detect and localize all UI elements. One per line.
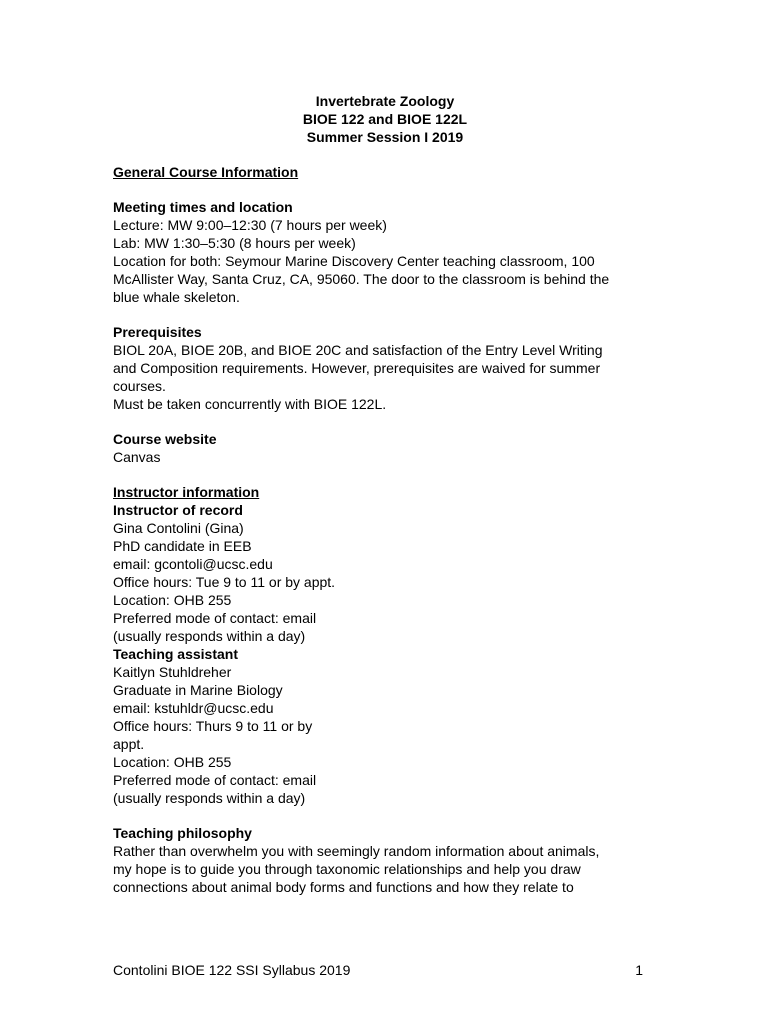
ta-email[interactable]: email: kstuhldr@ucsc.edu	[113, 700, 274, 716]
instructor-line: PhD candidate in EEB	[113, 538, 252, 554]
prereq-line: and Composition requirements. However, prerequisites are waived for summer	[113, 360, 601, 376]
general-info-heading: General Course Information	[113, 164, 299, 180]
meeting-heading: Meeting times and location	[113, 199, 293, 215]
page-number: 1	[635, 962, 643, 978]
meeting-line: Location for both: Seymour Marine Discovery Center teaching classroom, 100	[113, 253, 595, 269]
ta-line: (usually responds within a day)	[113, 790, 306, 806]
philosophy-line: connections about animal body forms and functions and how they relate to	[113, 879, 574, 895]
ta-line: appt.	[113, 736, 145, 752]
footer-text: Contolini BIOE 122 SSI Syllabus 2019	[113, 962, 351, 978]
ta-line: Graduate in Marine Biology	[113, 682, 283, 698]
title-line-3: Summer Session I 2019	[306, 129, 464, 145]
instructor-line: Gina Contolini (Gina)	[113, 520, 244, 536]
course-website-heading: Course website	[113, 431, 217, 447]
meeting-line: Lecture: MW 9:00–12:30 (7 hours per week)	[113, 217, 387, 233]
instructor-line: (usually responds within a day)	[113, 628, 306, 644]
title-line-2: BIOE 122 and BIOE 122L	[302, 111, 468, 127]
instructor-email[interactable]: email: gcontoli@ucsc.edu	[113, 556, 273, 572]
syllabus-page	[113, 92, 673, 896]
instructor-line: Office hours: Tue 9 to 11 or by appt.	[113, 574, 336, 590]
ta-line: Office hours: Thurs 9 to 11 or by	[113, 718, 313, 734]
meeting-line: Lab: MW 1:30–5:30 (8 hours per week)	[113, 235, 356, 251]
ta-line: Location: OHB 255	[113, 754, 232, 770]
title-line-1: Invertebrate Zoology	[315, 93, 455, 109]
teaching-philosophy-heading: Teaching philosophy	[113, 825, 252, 841]
instructor-line: Location: OHB 255	[113, 592, 232, 608]
instructor-of-record-heading: Instructor of record	[113, 502, 243, 518]
philosophy-line: Rather than overwhelm you with seemingly random information about animals,	[113, 843, 600, 859]
meeting-line: blue whale skeleton.	[113, 289, 240, 305]
instructor-info-heading: Instructor information	[113, 484, 260, 500]
ta-line: Preferred mode of contact: email	[113, 772, 317, 788]
instructor-line: Preferred mode of contact: email	[113, 610, 317, 626]
page-footer	[113, 961, 643, 979]
philosophy-line: my hope is to guide you through taxonomic relationships and help you draw	[113, 861, 581, 877]
prerequisites-heading: Prerequisites	[113, 324, 202, 340]
prereq-line: courses.	[113, 378, 166, 394]
meeting-line: McAllister Way, Santa Cruz, CA, 95060. The door to the classroom is behind the	[113, 271, 610, 287]
ta-line: Kaitlyn Stuhldreher	[113, 664, 232, 680]
document-title	[113, 92, 657, 146]
prereq-line: Must be taken concurrently with BIOE 122L.	[113, 396, 387, 412]
teaching-assistant-heading: Teaching assistant	[113, 646, 239, 662]
prereq-line: BIOL 20A, BIOE 20B, and BIOE 20C and satisfaction of the Entry Level Writing	[113, 342, 603, 358]
course-website-value: Canvas	[113, 449, 161, 465]
